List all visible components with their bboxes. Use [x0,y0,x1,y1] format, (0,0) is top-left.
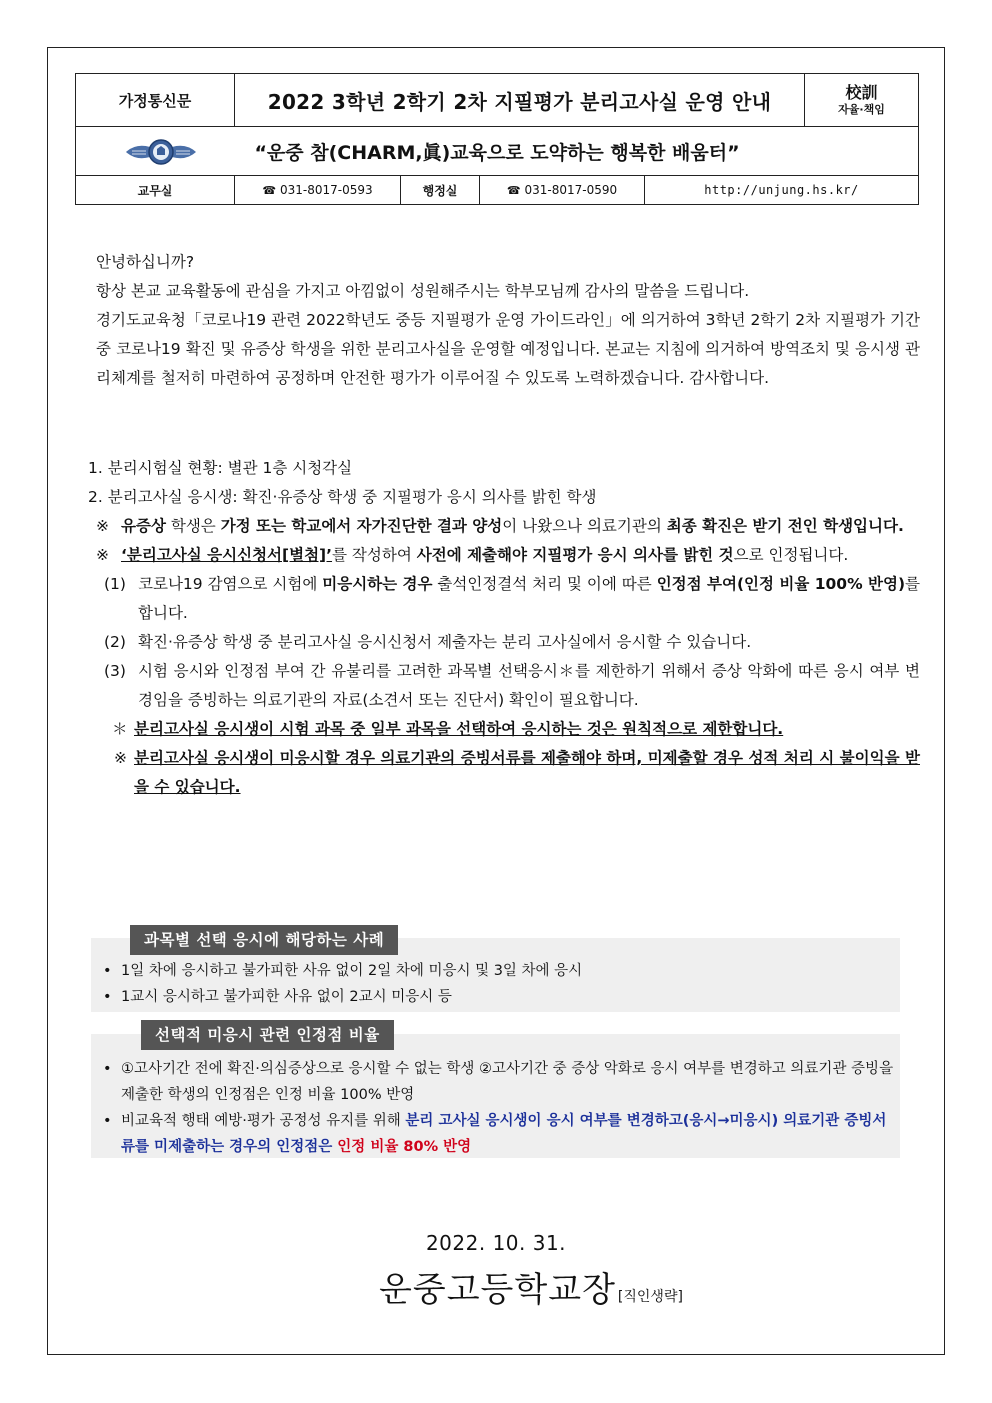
case-1: 1일 차에 응시하고 불가피한 사유 없이 2일 차에 미응시 및 3일 차에 응시 [121,963,583,979]
note-2-c: 사전에 제출해야 지필평가 응시 의사를 밝힌 것 [416,546,734,564]
star-mark: ＊ [112,720,128,738]
principal-signature [379,1262,683,1311]
school-emblem-icon [124,137,198,167]
list-item [91,984,900,1010]
sub-mark: (2) [104,633,126,651]
signature-text: 운중고등학교장 [379,1270,616,1310]
sub-2-text: 확진·유증상 학생 중 분리고사실 응시신청서 제출자는 분리 고사실에서 응시할 수 있습니다. [138,633,752,651]
item-1: 1. 분리시험실 현황: 별관 1층 시청각실 [88,459,353,477]
list-item [91,1108,900,1160]
note-1-d: 이 나왔으나 의료기관의 [502,517,667,535]
note-1-a: 유증상 [121,517,166,535]
header-label: 가정통신문 [76,74,235,127]
header-table [75,73,919,205]
ratio-2-a: 비교육적 행태 예방·평가 공정성 유지를 위해 [121,1113,406,1129]
sub-mark: (1) [104,575,126,593]
phone-admin-number: 031-8017-0590 [524,183,618,197]
note-mark: ※ [96,517,109,535]
phone-academic [235,176,401,205]
note-1 [88,512,920,541]
greeting-section [88,248,920,393]
star-note-text: 분리고사실 응시생이 시험 과목 중 일부 과목을 선택하여 응시하는 것은 원칙적으로 제한합니다. [134,720,784,738]
sub-1-c: 출석인정결석 처리 및 이에 따른 [432,575,657,593]
dept-admin: 행정실 [401,176,480,205]
note-1-e: 최종 확진은 받기 전인 학생입니다. [666,517,904,535]
list-item [91,1056,900,1108]
item-2: 2. 분리고사실 응시생: 확진·유증상 학생 중 지필평가 응시 의사를 밝힌 학생 [88,488,597,506]
sub-1-e: 를 합니다. [138,575,921,622]
sub-1-d: 인정점 부여(인정 비율 100% 반영) [656,575,906,593]
note-2-b: 를 작성하여 [332,546,417,564]
school-motto: “운중 참(CHARM,眞)교육으로 도약하는 행복한 배움터” [254,141,740,164]
note-mark: ※ [114,749,127,767]
items-section [88,454,920,802]
note-2 [88,541,920,570]
list-item [91,958,900,984]
phone-admin [480,176,645,205]
note-2-d: 으로 인정됩니다. [733,546,849,564]
greeting-para-1: 항상 본교 교육활동에 관심을 가지고 아낌없이 성원해주시는 학부모님께 감사의 말씀을 드립니다. [96,282,750,300]
section-tag-ratio: 선택적 미응시 관련 인정점 비율 [141,1020,394,1050]
sub-1-a: 코로나19 감염으로 시험에 [138,575,323,593]
note-3 [88,744,920,802]
bullet-icon: • [103,1061,112,1077]
motto-row [76,127,919,176]
note-mark: ※ [96,546,109,564]
bullet-icon: • [103,963,112,979]
note-1-c: 가정 또는 학교에서 자가진단한 결과 양성 [220,517,503,535]
greeting-para-2: 경기도교육청「코로나19 관련 2022학년도 중등 지필평가 운영 가이드라인」에 의거하여 3학년 2학기 2차 지필평가 기간 중 코로나19 확진 및 유증상 학생을 위한 분리고사실을 운영할 예정입니다. 본교는 지침에 의거하여 방역조치 및 응시생 관리체계를 철저히 마련하여 공정하며 안전한 평가가 이루어질 수 있도록 노력하겠습니다. 감사합니다. [96,311,920,387]
kyohun-sub: 자율·책임 [838,103,885,117]
note-1-b: 학생은 [165,517,221,535]
sub-item-2 [88,628,920,657]
page-title: 2022 3학년 2학기 2차 지필평가 분리고사실 운영 안내 [235,74,805,127]
star-note [88,715,920,744]
dept-academic: 교무실 [76,176,235,205]
greeting-line: 안녕하십니까? [96,253,195,271]
school-motto-kyohun [805,74,919,127]
bullet-icon: • [103,989,112,1005]
case-2: 1교시 응시하고 불가피한 사유 없이 2교시 미응시 등 [121,989,452,1005]
kyohun-title: 校訓 [845,83,878,103]
phone-icon: ☎ [262,184,277,197]
document-date: 2022. 10. 31. [425,1231,567,1255]
ratio-2-c: 인정 비율 80% 반영 [332,1139,472,1155]
ratio-2-b: 분리 고사실 응시생이 응시 여부를 변경하고(응시→미응시) 의료기관 증빙서류를 미제출하는 경우의 인정점은 [121,1113,887,1155]
sub-mark: (3) [104,662,126,680]
sub-item-3 [88,657,920,715]
note-2-a: ‘분리고사실 응시신청서[별첨]’ [121,546,333,564]
sub-item-1 [88,570,920,628]
note-3-text: 분리고사실 응시생이 미응시할 경우 의료기관의 증빙서류를 제출해야 하며, 미제출할 경우 성적 처리 시 불이익을 받을 수 있습니다. [134,749,920,796]
section-tag-cases: 과목별 선택 응시에 해당하는 사례 [130,925,398,955]
website-link[interactable]: http://unjung.hs.kr/ [645,176,919,205]
sub-3-text: 시험 응시와 인정점 부여 간 유불리를 고려한 과목별 선택응시＊를 제한하기 위해서 증상 악화에 따른 응시 여부 변경임을 증빙하는 의료기관의 자료(소견서 또는 진단서) 확인이 필요합니다. [138,662,920,709]
recognition-ratio-box [91,1034,900,1158]
ratio-1: ①고사기간 전에 확진·의심증상으로 응시할 수 없는 학생 ②고사기간 중 증상 악화로 응시 여부를 변경하고 의료기관 증빙을 제출한 학생의 인정점은 인정 비율 100% 반영 [121,1061,894,1103]
phone-icon: ☎ [506,184,521,197]
phone-academic-number: 031-8017-0593 [280,183,373,197]
bullet-icon: • [103,1113,112,1129]
sub-1-b: 미응시하는 경우 [322,575,433,593]
seal-omitted-note: [직인생략] [617,1289,683,1305]
